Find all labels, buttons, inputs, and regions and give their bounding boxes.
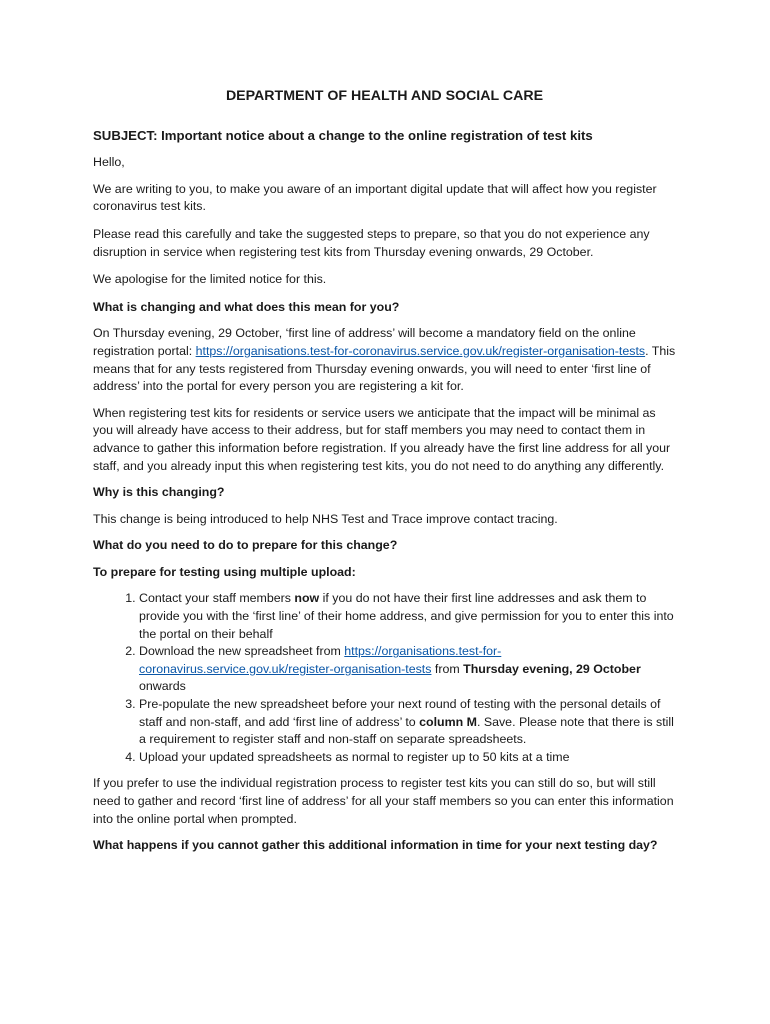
document-title: DEPARTMENT OF HEALTH AND SOCIAL CARE: [225, 88, 544, 104]
step-text: Download the new spreadsheet from: [139, 644, 345, 659]
step-text: if you do not have their first line addresses and ask them to provide you with the ‘first line’ of their home address, and give permission for you to enter this into the portal on their behalf: [139, 591, 674, 641]
section-heading-what-is-changing: What is changing and what does this mean for you?: [93, 299, 400, 314]
step-emphasis: Thursday evening, 29 October: [463, 661, 641, 676]
preparation-steps-list: [93, 590, 676, 766]
registration-portal-link[interactable]: https://organisations.test-for-coronavirus.service.gov.uk/register-organisation-tests: [195, 343, 646, 358]
changing-paragraph: [93, 325, 676, 395]
apology-paragraph: We apologise for the limited notice for this.: [93, 272, 327, 287]
read-carefully-paragraph: Please read this carefully and take the suggested steps to prepare, so that you do not experience any disruption in service when registering test kits from Thursday evening onwards, 29 October.: [93, 226, 650, 259]
list-item: [139, 696, 676, 749]
subject-line: SUBJECT: Important notice about a change to the online registration of test kits: [93, 127, 593, 143]
subheading-multiple-upload: To prepare for testing using multiple upload:: [93, 564, 356, 579]
impact-paragraph: When registering test kits for residents or service users we anticipate that the impact will be minimal as you will already have access to their address, but for staff members you may need to contact them in advance to gather this information before registration. If you already have the first line address for all your staff, and you already input this when registering test kits, you do not need to do anything any differently.: [93, 405, 671, 473]
list-item: [139, 590, 676, 643]
greeting: Hello,: [93, 155, 125, 170]
changing-text-before: On Thursday evening, 29 October, ‘first line of address’ will become a mandatory field on the online registration portal:: [93, 326, 636, 358]
step-emphasis: now: [294, 591, 320, 606]
section-heading-what-happens: What happens if you cannot gather this additional information in time for your next testing day?: [93, 838, 658, 853]
step-text: Upload your updated spreadsheets as normal to register up to 50 kits at a time: [139, 749, 570, 764]
step-text: Contact your staff members: [139, 591, 295, 606]
step-text: Pre-populate the new spreadsheet before your next round of testing with the personal details of staff and non-staff, and add ‘first line of address’ to: [139, 697, 661, 729]
section-heading-prepare: What do you need to do to prepare for this change?: [93, 538, 398, 553]
intro-paragraph: We are writing to you, to make you aware of an important digital update that will affect how you register coronavirus test kits.: [93, 181, 657, 214]
changing-text-after: . This means that for any tests registered from Thursday evening onwards, you will need to enter ‘first line of address’ into the portal for every person you are registering a kit for.: [93, 343, 676, 394]
spreadsheet-download-link[interactable]: https://organisations.test-for-coronavirus.service.gov.uk/register-organisation-tests: [139, 644, 502, 676]
step-text: from: [431, 661, 464, 676]
section-heading-why-changing: Why is this changing?: [93, 485, 225, 500]
individual-registration-paragraph: If you prefer to use the individual registration process to register test kits you can still do so, but will still need to gather and record ‘first line of address’ for all your staff members so you can enter this information into the online portal when prompted.: [93, 776, 674, 826]
list-item: [139, 749, 676, 767]
step-emphasis: column M: [419, 714, 477, 729]
step-text: . Save. Please note that there is still a requirement to register staff and non-staff on separate spreadsheets.: [139, 714, 674, 747]
step-text: onwards: [139, 679, 186, 694]
list-item: [139, 643, 676, 696]
why-paragraph: This change is being introduced to help NHS Test and Trace improve contact tracing.: [93, 511, 558, 526]
